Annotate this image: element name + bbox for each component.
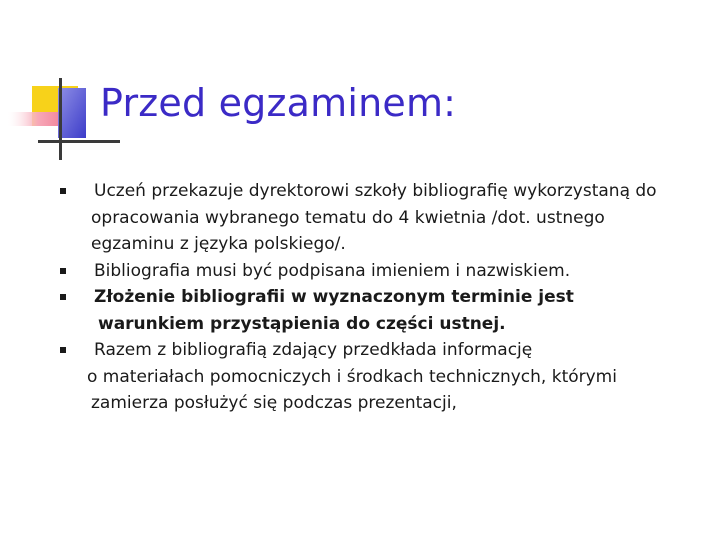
- bullet-line: opracowania wybranego tematu do 4 kwietnia /dot. ustnego: [91, 207, 605, 228]
- slide-title: Przed egzaminem:: [100, 81, 457, 125]
- bullet-line: o materiałach pomocniczych i środkach technicznych, którymi: [87, 366, 617, 387]
- bullet-line: zamierza posłużyć się podczas prezentacji,: [91, 393, 457, 413]
- bullet-item-3: [58, 284, 708, 337]
- bullet-line: Bibliografia musi być podpisana imieniem i nazwiskiem.: [94, 260, 571, 281]
- bullet-line: egzaminu z języka polskiego/.: [91, 234, 346, 254]
- logo-vertical-line: [59, 78, 62, 160]
- bullet-list: [58, 178, 708, 417]
- square-bullet-icon: [60, 294, 66, 300]
- bullet-item-1: [58, 178, 708, 258]
- bullet-item-4: [58, 337, 708, 417]
- bullet-line: warunkiem przystąpienia do części ustnej.: [98, 313, 506, 334]
- square-bullet-icon: [60, 188, 66, 194]
- bullet-line: Złożenie bibliografii w wyznaczonym terminie jest: [94, 287, 574, 307]
- square-bullet-icon: [60, 268, 66, 274]
- bullet-line: Uczeń przekazuje dyrektorowi szkoły bibliografię wykorzystaną do: [94, 181, 657, 201]
- logo-blue-square: [58, 88, 86, 138]
- square-bullet-icon: [60, 347, 66, 353]
- logo-pink-bar: [8, 112, 58, 126]
- bullet-line: Razem z bibliografią zdający przedkłada informację: [94, 340, 533, 360]
- bullet-item-2: [58, 258, 708, 285]
- logo-horizontal-line: [38, 140, 120, 143]
